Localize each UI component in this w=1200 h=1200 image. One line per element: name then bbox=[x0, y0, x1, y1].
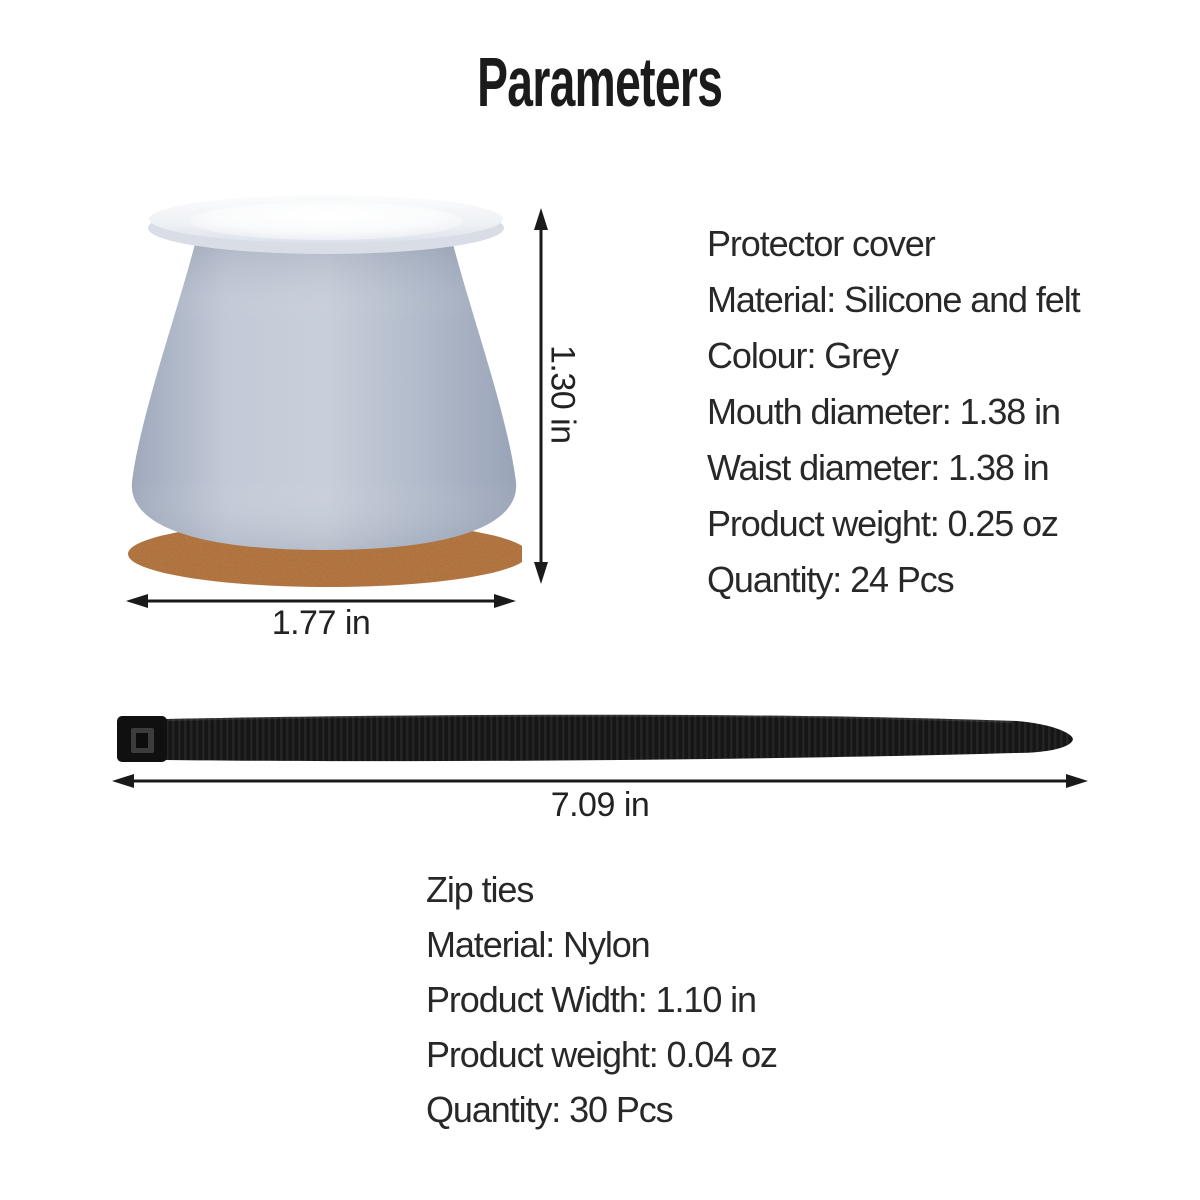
spec-line-weight: Product weight: 0.25 oz bbox=[707, 503, 1058, 544]
protector-specs bbox=[707, 216, 1080, 608]
spec-line-zip-title: Zip ties bbox=[426, 869, 534, 910]
spec-line-protector-title: Protector cover bbox=[707, 223, 935, 264]
spec-line-waist-diameter: Waist diameter: 1.38 in bbox=[707, 447, 1049, 488]
protector-cover-image bbox=[122, 176, 522, 590]
length-dimension-label: 7.09 in bbox=[550, 786, 650, 824]
spec-line-quantity: Quantity: 24 Pcs bbox=[707, 559, 954, 600]
spec-line-colour: Colour: Grey bbox=[707, 335, 898, 376]
spec-line-zip-weight: Product weight: 0.04 oz bbox=[426, 1034, 777, 1075]
silicone-body bbox=[132, 233, 516, 551]
spec-line-zip-quantity: Quantity: 30 Pcs bbox=[426, 1089, 673, 1130]
width-dimension-label: 1.77 in bbox=[271, 604, 371, 642]
spec-line-zip-width: Product Width: 1.10 in bbox=[426, 979, 756, 1020]
spec-line-zip-material: Material: Nylon bbox=[426, 924, 650, 965]
page-title-wrap bbox=[0, 42, 1200, 122]
zip-tie-strap bbox=[166, 715, 1073, 761]
zip-tie-head bbox=[117, 716, 167, 762]
zip-tie-image bbox=[112, 708, 1087, 768]
arrowhead-down-icon bbox=[534, 562, 548, 584]
silicone-lip bbox=[148, 195, 504, 254]
mouth-opening bbox=[190, 202, 462, 240]
height-dimension-label: 1.30 in bbox=[543, 344, 582, 444]
page-title: Parameters bbox=[477, 43, 723, 121]
arrowhead-up-icon bbox=[534, 208, 548, 230]
spec-line-mouth-diameter: Mouth diameter: 1.38 in bbox=[707, 391, 1060, 432]
spec-line-material: Material: Silicone and felt bbox=[707, 279, 1080, 320]
zip-tie-specs bbox=[426, 862, 777, 1137]
